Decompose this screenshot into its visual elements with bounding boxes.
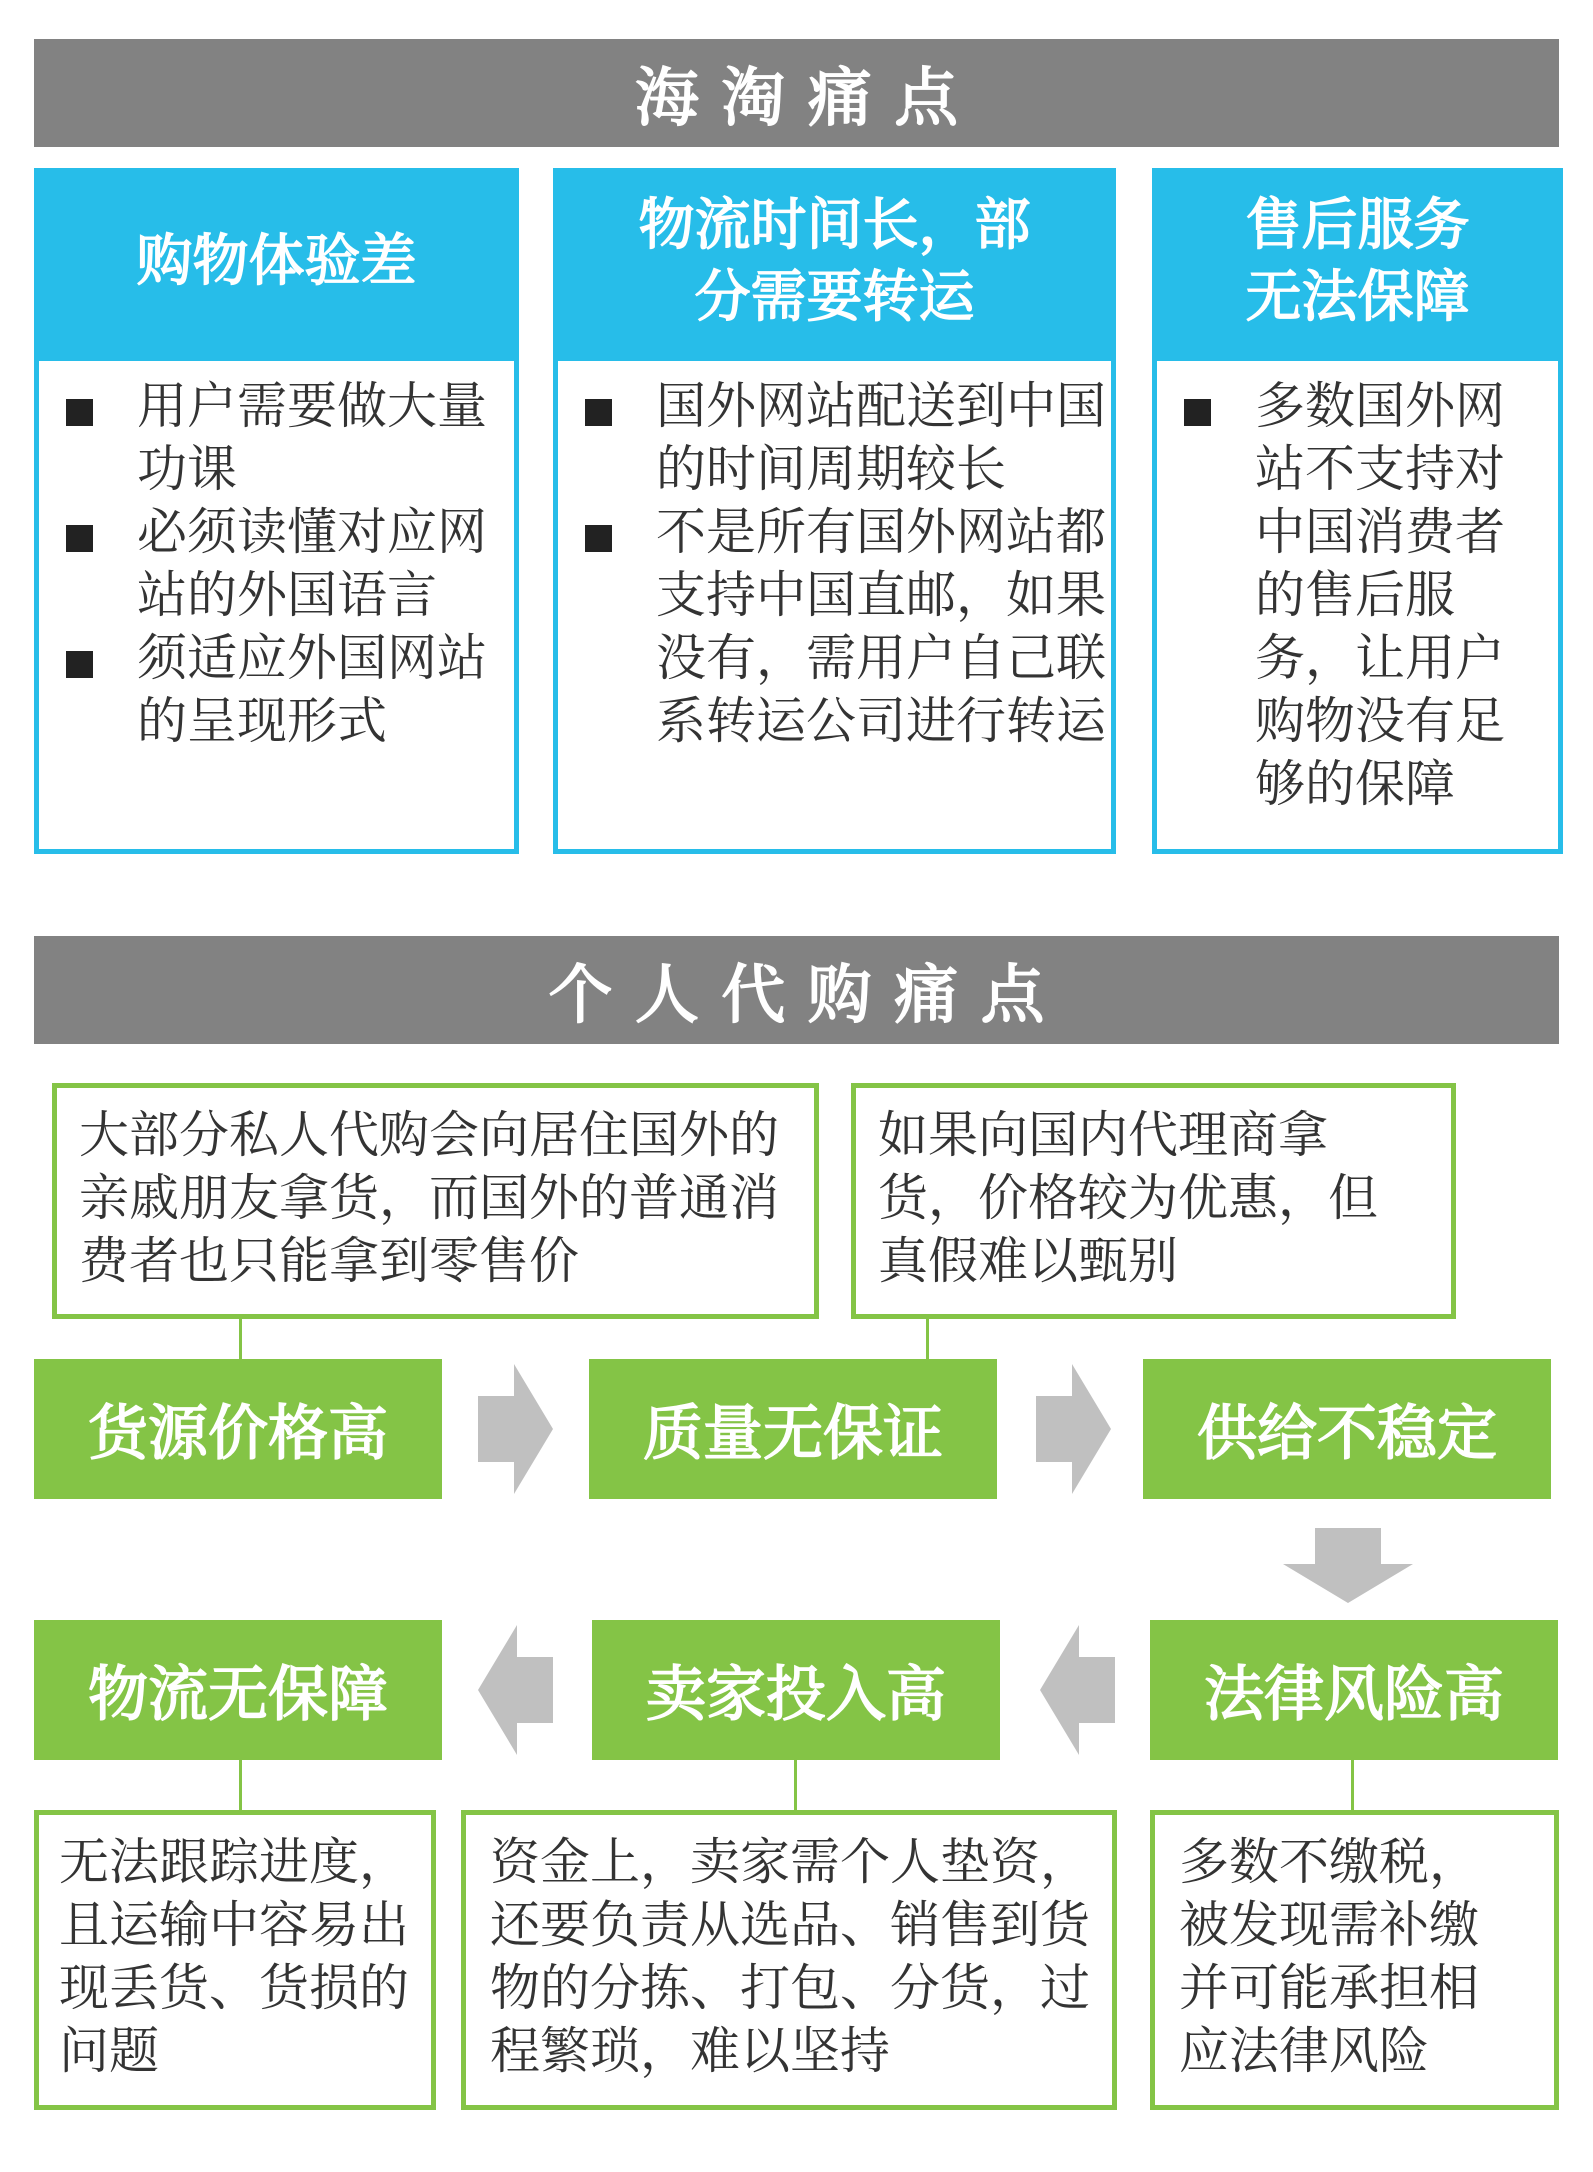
card-body [553, 356, 1116, 854]
haitao-title-banner: 海淘痛点 [34, 39, 1559, 147]
arrow-left-icon [1040, 1625, 1115, 1755]
node-unstable-supply: 供给不稳定 [1143, 1359, 1551, 1499]
note-legal-risk: 多数不缴税，被发现需补缴并可能承担相应法律风险 [1150, 1810, 1559, 2110]
list-item: 不是所有国外网站都支持中国直邮，如果没有，需用户自己联系转运公司进行转运 [558, 501, 1111, 753]
connector-line [794, 1760, 797, 1810]
node-high-legal-risk: 法律风险高 [1150, 1620, 1558, 1760]
list-item: 用户需要做大量功课 [39, 375, 514, 501]
haitao-card-shopping-experience [34, 168, 519, 854]
arrow-down-icon [1283, 1528, 1413, 1603]
connector-line [926, 1319, 929, 1359]
note-logistics: 无法跟踪进度，且运输中容易出现丢货、货损的问题 [34, 1810, 436, 2110]
note-seller-investment: 资金上，卖家需个人垫资，还要负责从选品、销售到货物的分拣、打包、分货，过程繁琐，难以坚持 [461, 1810, 1117, 2110]
list-item: 须适应外国网站的呈现形式 [39, 627, 514, 753]
connector-line [1351, 1760, 1354, 1810]
node-no-quality-guarantee: 质量无保证 [589, 1359, 997, 1499]
daigou-title-banner: 个人代购痛点 [34, 936, 1559, 1044]
card-title: 购物体验差 [34, 168, 519, 356]
list-item: 国外网站配送到中国的时间周期较长 [558, 375, 1111, 501]
node-high-seller-investment: 卖家投入高 [592, 1620, 1000, 1760]
node-no-logistics-guarantee: 物流无保障 [34, 1620, 442, 1760]
node-high-source-price: 货源价格高 [34, 1359, 442, 1499]
arrow-right-icon [478, 1364, 553, 1494]
arrow-left-icon [478, 1625, 553, 1755]
connector-line [239, 1319, 242, 1359]
card-body [1152, 356, 1563, 854]
connector-line [239, 1760, 242, 1810]
card-body [34, 356, 519, 854]
list-item: 必须读懂对应网站的外国语言 [39, 501, 514, 627]
card-title: 物流时间长，部分需要转运 [553, 168, 1116, 356]
note-quality: 如果向国内代理商拿货，价格较为优惠，但真假难以甄别 [851, 1083, 1456, 1319]
haitao-card-after-sales [1152, 168, 1563, 854]
card-title: 售后服务无法保障 [1152, 168, 1563, 356]
note-source-price: 大部分私人代购会向居住国外的亲戚朋友拿货，而国外的普通消费者也只能拿到零售价 [52, 1083, 819, 1319]
list-item: 多数国外网站不支持对中国消费者的售后服务，让用户购物没有足够的保障 [1157, 375, 1558, 816]
arrow-right-icon [1036, 1364, 1111, 1494]
haitao-card-logistics [553, 168, 1116, 854]
